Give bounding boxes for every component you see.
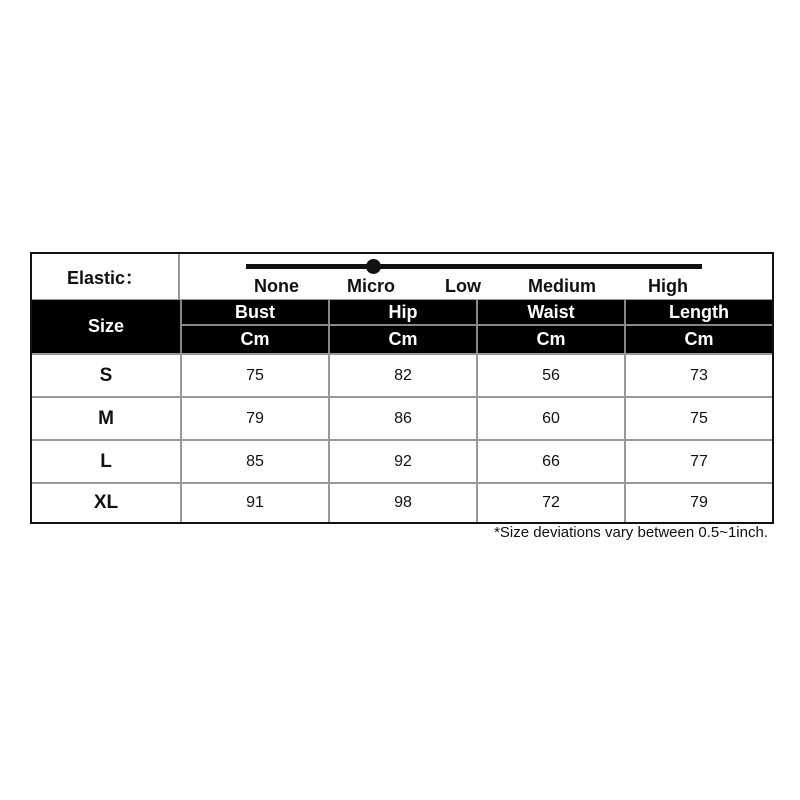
cell-s-waist: 56 (476, 353, 624, 396)
cell-m-bust: 79 (180, 396, 328, 439)
column-header-bust: Bust (180, 300, 328, 326)
column-header-hip: Hip (328, 300, 476, 326)
row-size-l: L (32, 439, 180, 482)
cell-s-bust: 75 (180, 353, 328, 396)
row-size-s: S (32, 353, 180, 396)
elastic-slider-track (246, 264, 702, 269)
column-unit-hip: Cm (328, 326, 476, 353)
cell-s-hip: 82 (328, 353, 476, 396)
elastic-level-medium: Medium (528, 276, 597, 296)
cell-xl-hip: 98 (328, 482, 476, 522)
cell-m-length: 75 (624, 396, 772, 439)
row-size-xl: XL (32, 482, 180, 522)
cell-l-hip: 92 (328, 439, 476, 482)
cell-m-waist: 60 (476, 396, 624, 439)
cell-l-length: 77 (624, 439, 772, 482)
cell-l-bust: 85 (180, 439, 328, 482)
elastic-level-high: High (648, 276, 688, 296)
elastic-level-micro: Micro (347, 276, 396, 296)
elastic-slider-knob (366, 259, 381, 274)
column-unit-length: Cm (624, 326, 772, 353)
column-unit-bust: Cm (180, 326, 328, 353)
column-unit-waist: Cm (476, 326, 624, 353)
cell-xl-bust: 91 (180, 482, 328, 522)
cell-m-hip: 86 (328, 396, 476, 439)
cell-xl-length: 79 (624, 482, 772, 522)
column-header-waist: Waist (476, 300, 624, 326)
elastic-label: Elastic： (32, 254, 180, 300)
size-header: Size (32, 300, 180, 353)
size-deviation-note: *Size deviations vary between 0.5~1inch. (494, 524, 768, 541)
cell-xl-waist: 72 (476, 482, 624, 522)
size-chart-table (30, 252, 774, 524)
elastic-scale (180, 254, 772, 300)
cell-l-waist: 66 (476, 439, 624, 482)
elastic-level-none: None (254, 276, 299, 296)
column-header-length: Length (624, 300, 772, 326)
elastic-level-low: Low (445, 276, 481, 296)
row-size-m: M (32, 396, 180, 439)
cell-s-length: 73 (624, 353, 772, 396)
